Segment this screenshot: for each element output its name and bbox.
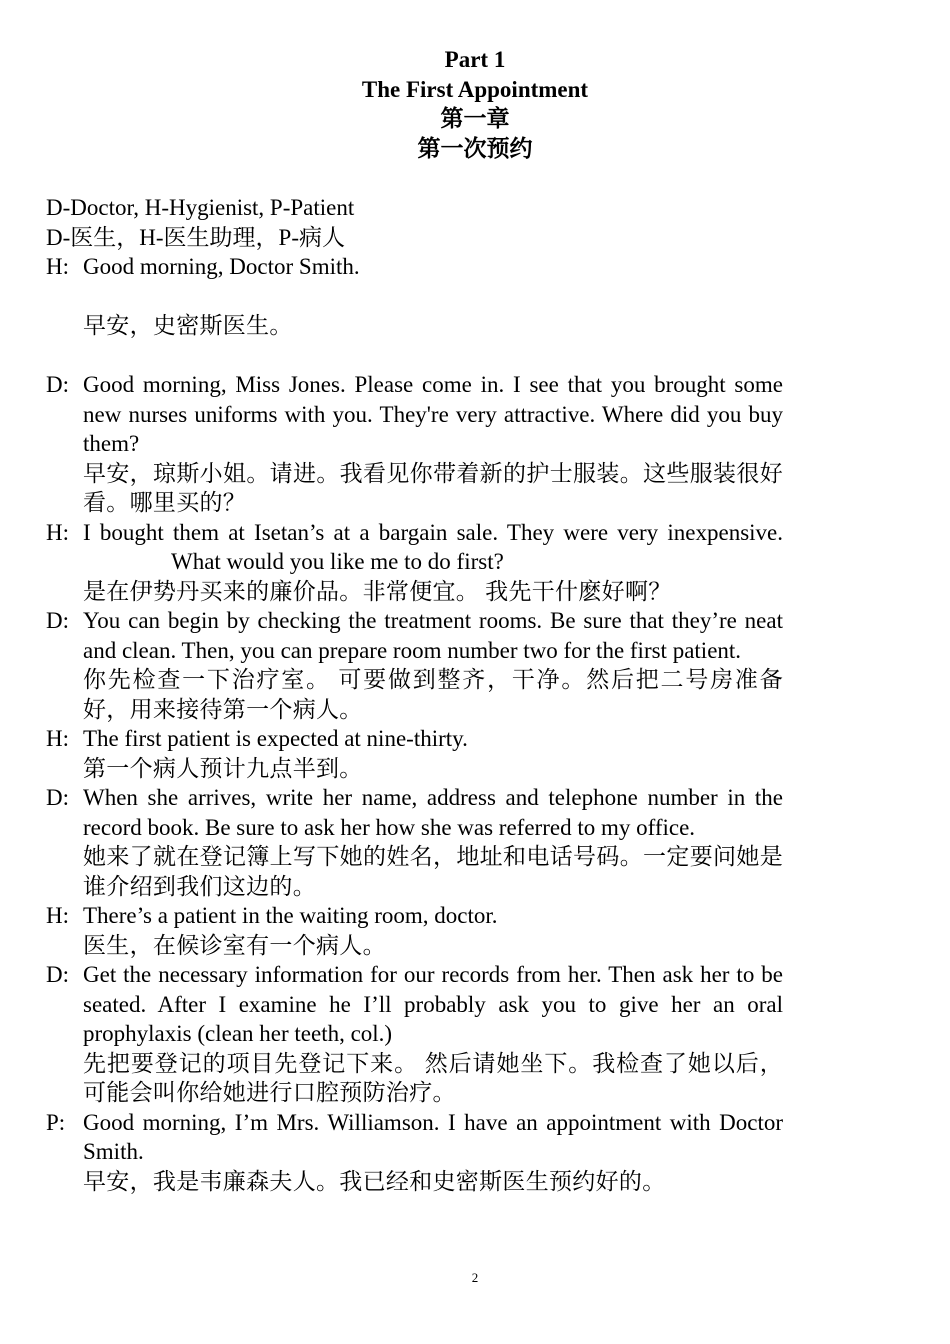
title-english: The First Appointment (361, 76, 589, 102)
dialogue-entry (46, 901, 783, 960)
english-line: Good morning, I’m Mrs. Williamson. I have an appointment with Doctor Smith. (83, 1109, 783, 1164)
chinese-line: 早安，史密斯医生。 (83, 313, 293, 338)
chinese-line: 她来了就在登记簿上写下她的姓名，地址和电话号码。一定要问她是谁介绍到我们这边的。 (83, 844, 783, 899)
dialogue-entry (46, 1108, 783, 1197)
chapter-label-chinese: 第一章 (440, 106, 510, 131)
dialogue-entry (46, 724, 783, 783)
dialogue-entry (46, 370, 783, 518)
dialogue-text (83, 1108, 783, 1197)
chapter-header (0, 45, 950, 163)
dialogue-entry (46, 783, 783, 901)
dialogue-text (83, 370, 783, 518)
chinese-line: 你先检查一下治疗室。 可要做到整齐，干净。然后把二号房准备好，用来接待第一个病人。 (83, 667, 783, 722)
dialogue-text (83, 901, 783, 960)
dialogue-entry (46, 518, 783, 607)
speaker-legend (46, 193, 354, 252)
speaker-label: H: (46, 519, 70, 545)
legend-english: D-Doctor, H-Hygienist, P-Patient (46, 195, 355, 220)
speaker-label: H: (46, 254, 70, 279)
chinese-line: 早安，我是韦廉森夫人。我已经和史密斯医生预约好的。 (83, 1168, 666, 1194)
dialogue-text (83, 518, 783, 607)
dialogue-text (83, 724, 783, 783)
dialogue-text (83, 960, 783, 1108)
english-line: When she arrives, write her name, address and telephone number in the record book. Be sure to ask her how she was referred to my office. (83, 785, 783, 840)
english-line-extra: What would you like me to do first? (171, 549, 504, 574)
english-line: You can begin by checking the treatment rooms. Be sure that they’re neat and clean. Then, you can prepare room number two for the first patient. (83, 608, 783, 663)
dialogue (46, 252, 783, 1196)
chinese-line: 早安，琼斯小姐。请进。我看见你带着新的护士服装。这些服装很好看。哪里买的？ (83, 460, 783, 515)
chinese-line: 先把要登记的项目先登记下来。 然后请她坐下。我检查了她以后，可能会叫你给她进行口腔预防治疗。 (83, 1050, 783, 1105)
dialogue-entry (46, 960, 783, 1108)
dialogue-text (83, 783, 783, 901)
english-line: The first patient is expected at nine-thirty. (83, 726, 468, 751)
chinese-line: 第一个病人预计九点半到。 (83, 755, 363, 781)
title-chinese: 第一次预约 (417, 135, 533, 161)
dialogue-text (83, 252, 783, 370)
speaker-label: D: (46, 608, 70, 633)
dialogue-entry (46, 252, 783, 370)
speaker-label: P: (46, 1109, 66, 1135)
speaker-label: D: (46, 785, 70, 810)
chinese-line: 是在伊势丹买来的廉价品。非常便宜。 我先干什麽好啊？ (83, 578, 672, 604)
chinese-line: 医生，在候诊室有一个病人。 (83, 932, 386, 958)
speaker-label: H: (46, 726, 70, 751)
english-line: There’s a patient in the waiting room, doctor. (83, 903, 498, 928)
legend-chinese: D-医生，H-医生助理，P-病人 (46, 224, 345, 250)
english-line: Good morning, Doctor Smith. (83, 254, 360, 279)
speaker-label: D: (46, 962, 70, 987)
english-line: Get the necessary information for our records from her. Then ask her to be seated. After I examine he I’ll probably ask you to give her an oral prophylaxis (clean her teeth, col.) (83, 962, 783, 1046)
english-line: I bought them at Isetan’s at a bargain sale. They were very inexpensive.What would you like me to do first? (83, 519, 783, 574)
dialogue-text (83, 606, 783, 724)
speaker-label: H: (46, 903, 70, 928)
dialogue-entry (46, 606, 783, 724)
page-number: 2 (471, 1270, 479, 1285)
speaker-label: D: (46, 372, 70, 397)
part-label: Part 1 (444, 47, 506, 72)
english-line: Good morning, Miss Jones. Please come in. I see that you brought some new nurses uniforms with you. They're very attractive. Where did you buy them? (83, 372, 783, 456)
